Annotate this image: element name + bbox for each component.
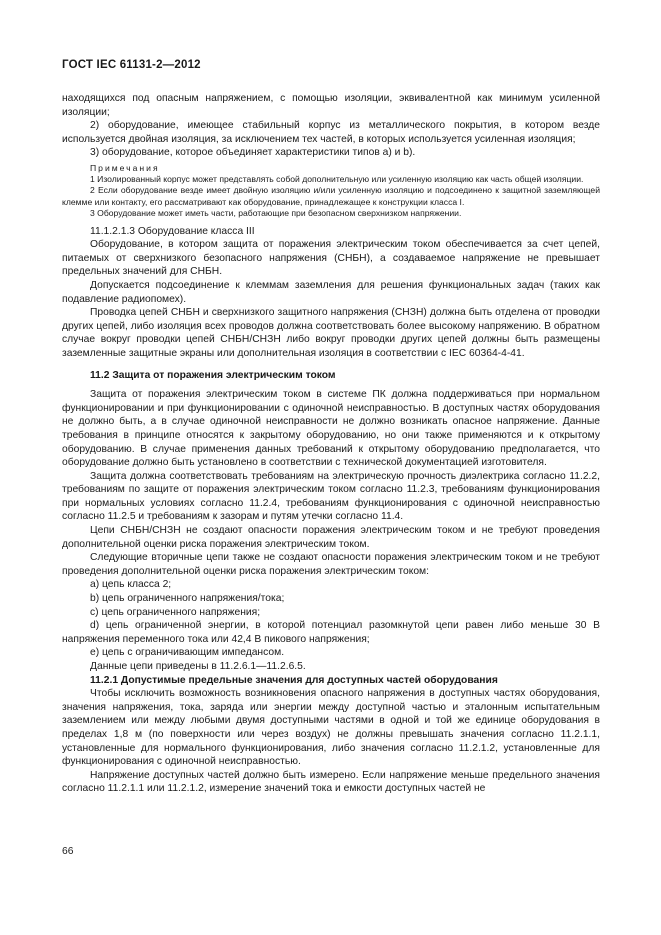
list-item: d) цепь ограниченной энергии, в которой потенциал разомкнутой цепи равен либо меньше 30 В напряжения переменного тока или 42,4 В пикового напряжения;	[62, 620, 600, 645]
paragraph: Допускается подсоединение к клеммам заземления для решения функциональных задач (таких как подавление радиопомех).	[62, 279, 600, 305]
list-item: а) цепь класса 2;	[90, 579, 172, 591]
list-item: b) цепь ограниченного напряжения/тока;	[90, 593, 285, 605]
paragraph-continuation: находящихся под опасным напряжением, с помощью изоляции, эквивалентной как минимум усиленной изоляции;	[62, 93, 600, 118]
paragraph: Напряжение доступных частей должно быть измерено. Если напряжение меньше предельного значения согласно 11.2.1.1 или 11.2.1.2, измерение значений тока и емкости доступных частей не	[62, 769, 600, 795]
note-item: 2 Если оборудование везде имеет двойную изоляцию и/или усиленную изоляцию и подсоединено к защитной заземляющей клемме или контакту, его рассматривают как оборудование, принадлежащее к конструкции класса I.	[62, 185, 600, 207]
note-item: 3 Оборудование может иметь части, работающие при безопасном сверхнизком напряжении.	[90, 208, 462, 219]
paragraph: Следующие вторичные цепи также не создают опасности поражения электрическим током и не требуют проведения дополнительной оценки риска поражения электрическим током:	[62, 552, 600, 577]
page-header: ГОСТ IEC 61131-2—2012	[62, 59, 201, 71]
paragraph: Проводка цепей СНБН и сверхнизкого защитного напряжения (СНЗН) должна быть отделена от проводки других цепей, либо изоляция всех проводов должна соответствовать более высокому напряжению. В обратном случае вокруг проводки цепей СНБН/СНЗН либо вокруг проводки других цепей должны быть размещены заземленные защитные экраны или дополнительная изоляция в соответствии с IEC 60364-4-41.	[62, 307, 600, 359]
paragraph: Чтобы исключить возможность возникновения опасного напряжения в доступных частях оборудования, значения напряжения, тока, заряда или энергии между доступной частью и эталонным испытательным заземлением или между любыми двумя доступными частями в одной и той же единице оборудования в пределах 1,8 м (по поверхности или через воздух) не должны превышать значения согласно 11.2.1.1, установленные для нормального функционирования, либо значения согласно 11.2.1.2, установленные для функционирования с одиночной неисправностью.	[62, 688, 600, 768]
list-item: 3) оборудование, которое объединяет характеристики типов a) и b).	[90, 147, 416, 159]
paragraph: Цепи СНБН/СНЗН не создают опасности поражения электрическим током и не требуют проведения дополнительной оценки риска поражения электрическим током.	[62, 525, 600, 550]
paragraph: Защита должна соответствовать требованиям на электрическую прочность диэлектрика согласно 11.2.2, требованиям по защите от поражения электрическим током согласно 11.2.3, требованиям функционирования при нормальных условиях согласно 11.2.4, требованиям функционирования с одиночной неисправностью согласно 11.2.5 и требованиям к зазорам и путям утечки согласно 11.4.	[62, 470, 600, 523]
page-number: 66	[62, 846, 74, 857]
paragraph: Данные цепи приведены в 11.2.6.1—11.2.6.5.	[90, 661, 306, 672]
subsection-heading: 11.2.1 Допустимые предельные значения для доступных частей оборудования	[90, 674, 498, 686]
list-item: e) цепь с ограничивающим импедансом.	[90, 647, 285, 659]
notes-heading: Примечания	[90, 162, 160, 173]
list-item: c) цепь ограниченного напряжения;	[90, 606, 261, 618]
subsection-title: 11.1.2.1.3 Оборудование класса III	[90, 225, 255, 237]
paragraph: Защита от поражения электрическим током в системе ПК должна поддерживаться при нормальном функционировании и при функционировании с одиночной неисправностью. В доступных частях оборудования не должно быть, а в случае одиночной неисправности не должно возникать опасное напряжение. Данные требования в принципе относятся к закрытому оборудованию, но они также применяются и к открытому оборудованию. В случае применения данных требований к открытому оборудованию предполагается, что оборудование должно быть установлено в соответствии с технической документацией изготовителя.	[62, 389, 600, 469]
page-body	[62, 92, 600, 796]
paragraph: Оборудование, в котором защита от поражения электрическим током обеспечивается за счет цепей, питаемых от сверхнизкого безопасного напряжения (СНБН), а создаваемое напряжение не превышает предельных значений для СНБН.	[62, 239, 600, 278]
list-item: 2) оборудование, имеющее стабильный корпус из металлического покрытия, в котором везде используется двойная изоляция, за исключением тех частей, в которых используется усиленная изоляция;	[62, 120, 600, 145]
note-item: 1 Изолированный корпус может представлять собой дополнительную или усиленную изоляцию как часть общей изоляции.	[90, 173, 584, 184]
section-heading: 11.2 Защита от поражения электрическим током	[90, 369, 336, 381]
